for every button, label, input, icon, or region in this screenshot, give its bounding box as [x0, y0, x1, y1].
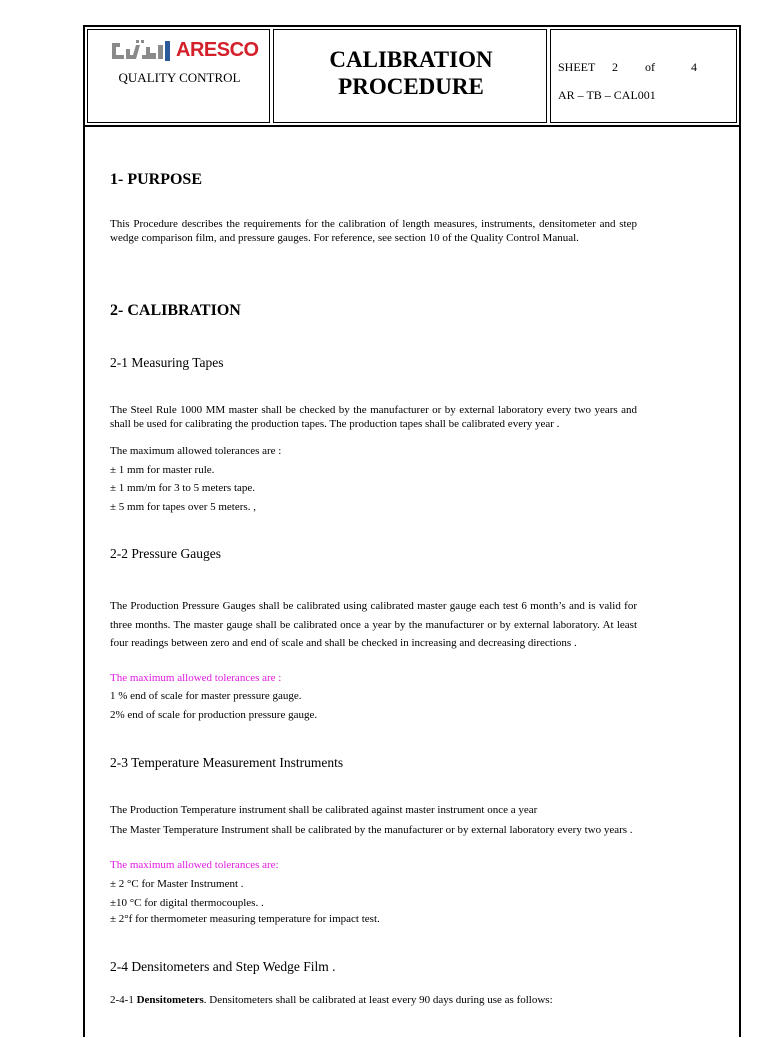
company-logo — [110, 37, 259, 65]
temperature-tolerance-1: ± 2 °C for Master Instrument . — [110, 878, 244, 890]
purpose-paragraph: This Procedure describes the requirements for the calibration of length measures, instruments, densitometer and step wedge comparison film, and pressure gauges. For reference, see section 10 of the Quality Control Manual. — [110, 218, 637, 244]
title-line-2: PROCEDURE — [338, 74, 484, 99]
company-name: ARESCO — [176, 39, 259, 61]
measuring-tapes-paragraph: The Steel Rule 1000 MM master shall be checked by the manufacturer or by external laboratory every two years and shall be used for calibrating the production tapes. The production tapes shall be calibrated every year . — [110, 404, 637, 430]
temperature-tolerance-3: ± 2°f for thermometer measuring temperature for impact test. — [110, 913, 380, 925]
sheet-label: SHEET — [558, 60, 596, 74]
densitometers-text: . Densitometers shall be calibrated at least every 90 days during use as follows: — [203, 994, 553, 1006]
header-divider — [85, 125, 739, 127]
header-logo-cell — [87, 29, 270, 123]
pressure-gauges-paragraph: The Production Pressure Gauges shall be calibrated using calibrated master gauge each test 6 month’s and is valid for three months. The master gauge shall be calibrated once a year by the manufacturer or by external laboratory. At least four readings between zero and end of scale and shall be checked in increasing and decreasing directions . — [110, 600, 637, 649]
measuring-tapes-tolerance-3: ± 5 mm for tapes over 5 meters. , — [110, 501, 256, 513]
header-title-cell — [273, 29, 547, 123]
measuring-tapes-tolerance-1: ± 1 mm for master rule. — [110, 464, 215, 476]
subsection-heading-densitometers: 2-4 Densitometers and Step Wedge Film . — [110, 959, 336, 974]
section-heading-purpose: 1- PURPOSE — [110, 171, 202, 188]
sheet-of: of — [645, 60, 655, 74]
temperature-tolerance-label: The maximum allowed tolerances are: — [110, 859, 279, 871]
title-line-1: CALIBRATION — [329, 47, 493, 72]
document-header — [85, 27, 739, 125]
temperature-paragraph-1: The Production Temperature instrument shall be calibrated against master instrument once a year — [110, 804, 538, 816]
subsection-heading-pressure-gauges: 2-2 Pressure Gauges — [110, 546, 221, 561]
pressure-gauges-tolerance-2: 2% end of scale for production pressure gauge. — [110, 709, 318, 721]
subsection-heading-temperature: 2-3 Temperature Measurement Instruments — [110, 755, 344, 770]
temperature-tolerance-2: ±10 °C for digital thermocouples. . — [110, 897, 264, 909]
pressure-gauges-tolerance-label: The maximum allowed tolerances are : — [110, 672, 282, 684]
document-code: AR – TB – CAL001 — [558, 88, 656, 102]
document-title — [274, 46, 548, 100]
temperature-paragraph-2: The Master Temperature Instrument shall be calibrated by the manufacturer or by external laboratory every two years . — [110, 824, 633, 836]
department-label: QUALITY CONTROL — [118, 70, 241, 85]
densitometers-term: Densitometers — [136, 994, 204, 1006]
header-sheet-cell — [550, 29, 737, 123]
subsection-heading-measuring-tapes: 2-1 Measuring Tapes — [110, 355, 224, 370]
pressure-gauges-tolerance-1: 1 % end of scale for master pressure gauge. — [110, 690, 302, 702]
sheet-total: 4 — [691, 60, 697, 74]
densitometers-paragraph — [110, 993, 637, 1007]
logo-emblem-icon — [110, 39, 172, 63]
measuring-tapes-tolerance-label: The maximum allowed tolerances are : — [110, 445, 282, 457]
section-heading-calibration: 2- CALIBRATION — [110, 302, 241, 319]
measuring-tapes-tolerance-2: ± 1 mm/m for 3 to 5 meters tape. — [110, 482, 256, 494]
sheet-number: 2 — [612, 60, 618, 74]
densitometers-number: 2-4-1 — [110, 994, 137, 1006]
